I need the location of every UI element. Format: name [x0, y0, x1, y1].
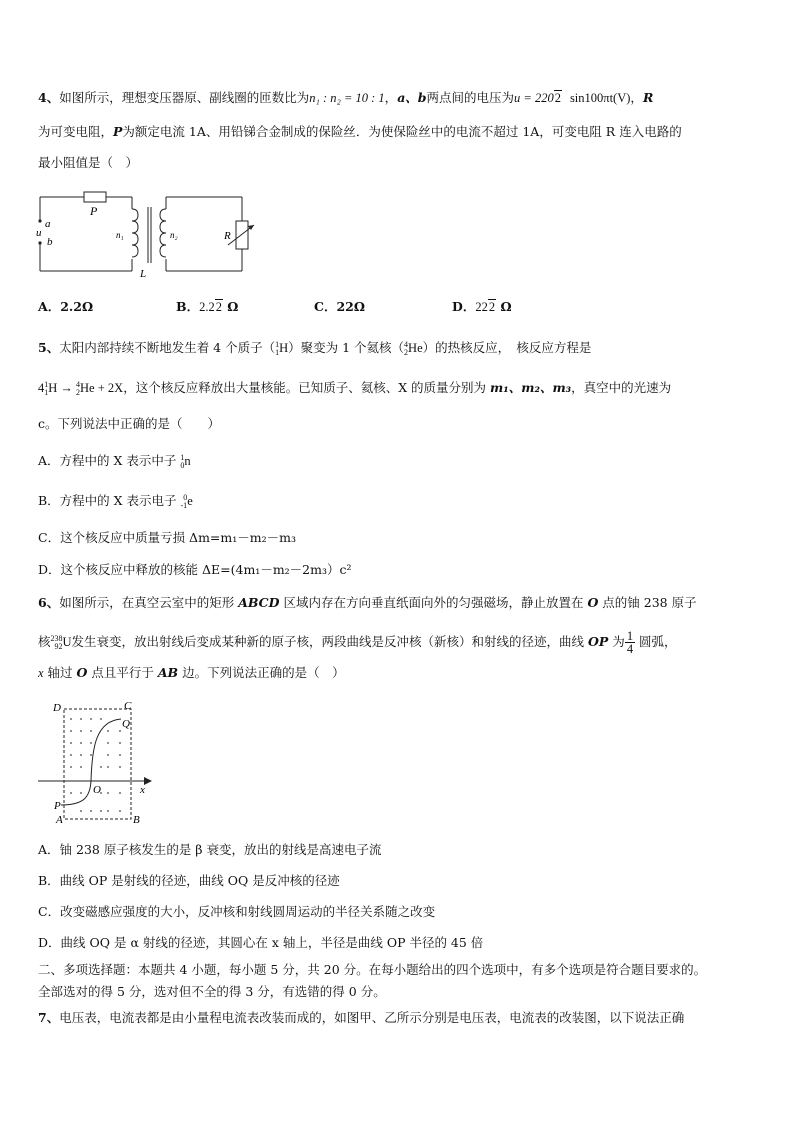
svg-text:u: u [36, 227, 42, 239]
svg-text:R: R [224, 230, 231, 242]
svg-text:Q: Q [122, 718, 130, 730]
quarter-fraction: $\frac{1}{4}$ [626, 629, 634, 656]
q5-line3: c。下列说法中正确的是（ ） [38, 416, 221, 431]
neutron-symbol: 1 0 n [180, 453, 191, 471]
svg-text:B: B [133, 814, 140, 826]
turns-ratio: n₁ : n₂ = 10 : 1 [309, 91, 385, 105]
svg-text:C: C [124, 700, 132, 712]
track-op [61, 781, 91, 805]
electron-symbol: 0 -1 e [180, 493, 193, 511]
q6-option-a[interactable]: A．铀 238 原子核发生的是 β 衰变，放出的射线是高速电子流 [38, 842, 382, 857]
q7-number: 7、 [38, 1010, 60, 1025]
q5-number: 5、 [38, 340, 60, 355]
section2-scoring: 全部选对的得 5 分，选对但不全的得 3 分，有选错的得 0 分。 [38, 984, 386, 999]
q5-option-a[interactable]: A．方程中的 X 表示中子 1 0 n [38, 453, 191, 471]
q4-line1: 4、如图所示，理想变压器原、副线圈的匝数比为n₁ : n₂ = 10 : 1，a、b两点间的电压为u = 2202 sin100πt(V)，R [38, 90, 654, 105]
voltage-expression: u = 220 [514, 91, 554, 105]
q6-option-b[interactable]: B．曲线 OP 是射线的径迹，曲线 OQ 是反冲核的径迹 [38, 873, 340, 888]
svg-text:O: O [93, 784, 101, 796]
proton-symbol: 1 1 H [275, 340, 289, 358]
q4-option-b[interactable]: B．2.22 Ω [176, 299, 239, 314]
q7-line1: 7、电压表，电流表都是由小量程电流表改装而成的，如图甲、乙所示分别是电压表，电流表的改装图，以下说法正确 [38, 1010, 685, 1025]
q6-option-c[interactable]: C．改变磁感应强度的大小，反冲核和射线圆周运动的半径关系随之改变 [38, 904, 436, 919]
variable-resistor-r [236, 221, 248, 249]
q4-option-c[interactable]: C．22Ω [314, 299, 365, 314]
svg-text:a: a [45, 218, 51, 230]
reaction-equation: 4 1 1 H → 4 2 He + 2X [38, 380, 124, 398]
q4-number: 4、 [38, 90, 60, 105]
q4-option-d[interactable]: D．222 Ω [452, 299, 512, 314]
fuse-p [84, 192, 106, 202]
q4-option-a[interactable]: A．2.2Ω [38, 299, 94, 314]
fig-label-p: P [90, 204, 98, 218]
cloud-chamber-figure [36, 697, 161, 827]
svg-text:x: x [140, 784, 145, 796]
svg-text:b: b [47, 236, 53, 248]
q5-line2: 4 1 1 H → 4 2 He + 2X，这个核反应释放出大量核能。已知质子、氦核、X 的质量分别为 m₁、m₂、m₃，真空中的光速为 [38, 380, 672, 398]
q6-line2: 核 238 92 U发生衰变，放出射线后变成某种新的原子核，两段曲线是反冲核（新核）和射线的径迹，曲线 OP 为 $\frac{1}{4}$ 圆弧， [38, 629, 677, 656]
q5-line1: 5、太阳内部持续不断地发生着 4 个质子（ 1 1 H）聚变为 1 个氦核（ 4 2 He）的热核反应， 核反应方程是 [38, 340, 592, 358]
q6-line1: 6、如图所示，在真空云室中的矩形 ABCD 区域内存在方向垂直纸面向外的匀强磁场，静止放置在 O 点的铀 238 原子 [38, 595, 697, 610]
q5-option-d[interactable]: D．这个核反应中释放的核能 ΔE=(4m₁－m₂－2m₃）c² [38, 562, 352, 577]
q5-option-b[interactable]: B．方程中的 X 表示电子 0 -1 e [38, 493, 193, 511]
track-oq [91, 719, 121, 781]
helium-symbol: 4 2 He [404, 340, 423, 358]
q4-line2: 为可变电阻，P为额定电流 1A、用铅锑合金制成的保险丝．为使保险丝中的电流不超过 1A，可变电阻 R 连入电路的 [38, 124, 682, 139]
svg-text:A: A [56, 814, 63, 826]
section2-heading: 二、多项选择题：本题共 4 小题，每小题 5 分，共 20 分。在每小题给出的四个选项中，有多个选项是符合题目要求的。 [38, 962, 707, 977]
transformer-circuit-figure [36, 185, 256, 280]
uranium-symbol: 238 92 U [50, 634, 72, 652]
svg-text:P: P [54, 800, 61, 812]
svg-text:n₂: n₂ [170, 230, 178, 240]
q5-option-c[interactable]: C．这个核反应中质量亏损 Δm=m₁－m₂－m₃ [38, 530, 296, 545]
svg-text:D: D [53, 702, 61, 714]
q6-number: 6、 [38, 595, 60, 610]
q6-option-d[interactable]: D．曲线 OQ 是 α 射线的径迹，其圆心在 x 轴上，半径是曲线 OP 半径的 45 倍 [38, 935, 484, 950]
q4-line3: 最小阻值是（ ） [38, 155, 139, 170]
svg-text:n₁: n₁ [116, 230, 124, 240]
svg-text:L: L [140, 268, 147, 280]
q6-line3: x 轴过 O 点且平行于 AB 边。下列说法正确的是（ ） [38, 665, 345, 680]
field-region-abcd [64, 709, 131, 819]
